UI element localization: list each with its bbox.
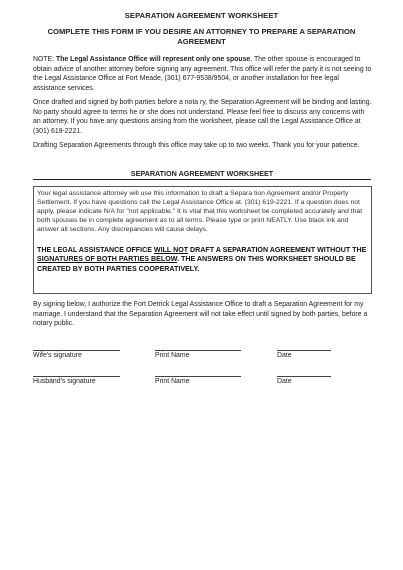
warning-part-1: THE LEGAL ASSISTANCE OFFICE	[37, 246, 154, 254]
warning-signatures: SIGNATURES OF BOTH PARTIES BELOW	[37, 255, 178, 264]
authorization-paragraph: By signing below, I authorize the Fort Detrick Legal Assistance Office to draft a Separation Agreement for my marriage. I understand that the Separation Agreement will not take effect until signed by both parties, before a notary public.	[33, 301, 368, 328]
worksheet-instructions-text: Your legal assistance attorney will use this information to draft a Separa tion Agreement and/or Property Settlement. If you have questions call the Legal Assistance Office at. (301) 619-2221. If a question does not apply, please indicate N/A for "not applicable." It is vital that this worksheet be completed accurately and that both spouses be in complete agreement as to all terms. Please type or print NEATLY. Use black ink and answer all sections. Any discrepancies will cause delays.	[37, 190, 363, 233]
note-prefix: NOTE:	[33, 56, 56, 63]
husband-signature-label: Husband's signature	[33, 378, 96, 385]
husband-print-name-label: Print Name	[155, 378, 190, 385]
page-title: SEPARATION AGREEMENT WORKSHEET	[124, 11, 279, 20]
wife-date-label: Date	[277, 352, 292, 359]
warning-will-not: WILL NOT	[153, 246, 189, 254]
worksheet-title: SEPARATION AGREEMENT WORKSHEET	[33, 169, 371, 180]
worksheet-warning	[37, 246, 368, 274]
note-paragraph	[33, 55, 373, 93]
drafted-paragraph: Once drafted and signed by both parties before a nota ry, the Separation Agreement will be binding and lasting. No party should agree to terms he or she does not understand. Please feel free to discuss any concerns with an attorney. If you have any questions arising from the worksheet, please call the Legal Assistance Office at (301) 619-2221.	[33, 99, 372, 135]
wife-signature-label: Wife's signature	[33, 352, 82, 359]
husband-date-label: Date	[277, 378, 292, 385]
note-bold-text: The Legal Assistance Office will represent only one spouse	[55, 56, 251, 63]
warning-part-5: . THE ANSWERS ON THIS WORKSHEET SHOULD BE CREATED BY BOTH PARTIES COOPERATIVELY.	[37, 255, 356, 273]
page-subtitle: COMPLETE THIS FORM IF YOU DESIRE AN ATTORNEY TO PREPARE A SEPARATION AGREEMENT	[47, 27, 356, 46]
note-rest-text: . The other spouse is encouraged to obtain advice of another attorney before signing any agreement. This office will refer the party it is not seeing to the Legal Assistance Office at Fort Meade, (301) 677-9538/9504, or another installation for free legal assistance services.	[33, 56, 372, 92]
worksheet-instructions-box	[33, 186, 372, 294]
wife-print-name-label: Print Name	[155, 352, 190, 359]
drafting-paragraph: Drafting Separation Agreements through this office may take up to two weeks. Thank you for your patience.	[33, 142, 360, 149]
warning-part-3: DRAFT A SEPARATION AGREEMENT WITHOUT THE	[188, 246, 367, 254]
